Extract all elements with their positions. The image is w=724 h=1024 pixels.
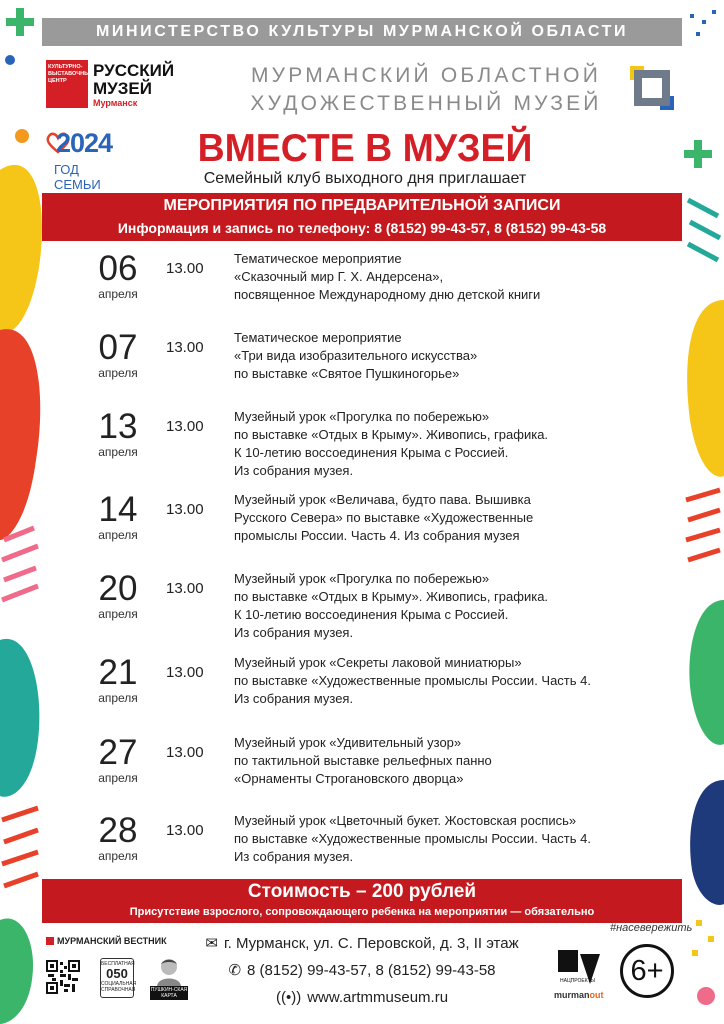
event-month: апреля — [98, 445, 138, 459]
event-month: апреля — [98, 607, 138, 621]
event-time: 13.00 — [166, 339, 204, 356]
event-month: апреля — [98, 287, 138, 301]
event-time: 13.00 — [166, 664, 204, 681]
event-day: 13 — [98, 407, 138, 446]
event-day: 14 — [98, 490, 138, 529]
event-month: апреля — [98, 366, 138, 380]
pushkin-card-logo: ПУШКИН-СКАЯ КАРТА — [150, 956, 188, 1000]
left-pink-strokes — [2, 528, 38, 600]
event-time: 13.00 — [166, 418, 204, 435]
museum-title-line1: МУРМАНСКИЙ ОБЛАСТНОЙ — [250, 64, 602, 87]
rm-logo-city: Мурманск — [93, 98, 138, 108]
right-navy-blob — [690, 780, 724, 905]
page-subtitle: Семейный клуб выходного дня приглашает — [203, 170, 527, 187]
left-green-cross — [6, 8, 34, 36]
event-month: апреля — [98, 528, 138, 542]
ministry-banner: МИНИСТЕРСТВО КУЛЬТУРЫ МУРМАНСКОЙ ОБЛАСТИ — [42, 18, 682, 46]
event-description: Музейный урок «Секреты лаковой миниатюры» по выставке «Художественные промыслы России. Часть 4. Из собрания музея. — [234, 655, 591, 706]
museum-title — [226, 62, 626, 118]
left-yellow-blob — [0, 165, 42, 333]
left-red-strokes — [2, 808, 38, 886]
phone-icon: ✆ — [228, 962, 242, 979]
event-day: 27 — [98, 733, 138, 772]
envelope-icon: ✉ — [205, 935, 218, 952]
contacts-block — [182, 930, 542, 1011]
event-day: 21 — [98, 653, 138, 692]
registration-band — [42, 193, 682, 241]
phones-row[interactable]: ✆ 8 (8152) 99-43-57, 8 (8152) 99-43-58 — [182, 957, 542, 984]
murmanout-logo: murmanout — [554, 990, 604, 1000]
event-time: 13.00 — [166, 744, 204, 761]
event-month: апреля — [98, 771, 138, 785]
event-time: 13.00 — [166, 580, 204, 597]
registration-phones: Информация и запись по телефону: 8 (8152) 99-43-57, 8 (8152) 99-43-58 — [117, 220, 607, 236]
event-description: Тематическое мероприятие «Сказочный мир Г. Х. Андерсена», посвященное Международному дню детской книги — [234, 251, 541, 302]
event-description: Музейный урок «Прогулка по побережью» по выставке «Отдых в Крыму». Живопись, графика. К 10-летию воссоединения Крыма с Россией. Из собрания музея. — [234, 571, 549, 640]
event-month: апреля — [98, 691, 138, 705]
right-yellow-blob — [687, 300, 724, 477]
event-time: 13.00 — [166, 260, 204, 277]
broadcast-icon: ((•)) — [275, 989, 302, 1006]
left-red-blob — [0, 329, 40, 540]
event-description: Тематическое мероприятие «Три вида изобразительного искусства» по выставке «Святое Пушкиногорье» — [234, 330, 478, 381]
vestnik-square-icon — [46, 937, 54, 945]
page-title: ВМЕСТЕ В МУЗЕЙ — [197, 127, 533, 170]
social-help-badge: БЕСПЛАТНАЯ 050 СОЦИАЛЬНАЯ СПРАВОЧНАЯ — [100, 958, 134, 998]
event-description: Музейный урок «Удивительный узор» по тактильной выставке рельефных панно «Орнаменты Строгановского дворца» — [234, 735, 492, 786]
rm-logo-square: КУЛЬТУРНО-ВЫСТАВОЧНЫЙ ЦЕНТР — [46, 60, 88, 108]
right-blue-dots — [690, 10, 716, 36]
price-band — [42, 879, 682, 923]
right-green-blob — [689, 600, 724, 745]
event-time: 13.00 — [166, 822, 204, 839]
national-projects-logo — [556, 946, 602, 990]
event-description: Музейный урок «Величава, будто пава. Вышивка Русского Севера» по выставке «Художественные промыслы России. Часть 4. Из собрания музея — [234, 492, 534, 543]
rm-logo-name: РУССКИЙ МУЗЕЙ — [93, 61, 175, 98]
right-pink-dot — [697, 987, 715, 1005]
age-rating-badge: 6+ — [620, 944, 674, 998]
right-red-strokes — [686, 490, 720, 560]
left-green-leaf — [0, 918, 33, 1024]
right-green-cross — [684, 140, 712, 168]
event-description: Музейный урок «Цветочный букет. Жостовская роспись» по выставке «Художественные промыслы России. Часть 4. Из собрания музея. — [234, 813, 591, 864]
left-orange-dot — [15, 129, 29, 143]
hashtag: #насевережить — [610, 922, 693, 934]
footer — [42, 922, 693, 1024]
right-yellow-dots — [692, 920, 714, 956]
left-teal-blob — [0, 639, 39, 797]
event-description: Музейный урок «Прогулка по побережью» по выставке «Отдых в Крыму». Живопись, графика. К 10-летию воссоединения Крыма с Россией. Из собрания музея. — [234, 409, 549, 478]
event-day: 20 — [98, 569, 138, 608]
museum-title-line2: ХУДОЖЕСТВЕННЫЙ МУЗЕЙ — [250, 92, 602, 115]
website-row[interactable]: ((•)) www.artmmuseum.ru — [182, 984, 542, 1011]
event-day: 06 — [98, 249, 138, 288]
right-teal-strokes — [688, 200, 720, 260]
address-row: ✉ г. Мурманск, ул. С. Перовской, д. 3, II этаж — [182, 930, 542, 957]
qr-code-icon[interactable] — [46, 960, 80, 994]
event-day: 28 — [98, 811, 138, 850]
price-text: Стоимость – 200 рублей — [247, 881, 477, 902]
year-caption: ГОД СЕМЬИ — [54, 162, 101, 192]
left-blue-dot — [5, 55, 15, 65]
museum-logo-icon — [628, 64, 676, 112]
murmansk-vestnik-logo: МУРМАНСКИЙ ВЕСТНИК — [46, 936, 167, 946]
adult-notice: Присутствие взрослого, сопровождающего ребенка на мероприятии — обязательно — [129, 906, 595, 918]
russian-museum-logo — [46, 60, 196, 108]
registration-heading: МЕРОПРИЯТИЯ ПО ПРЕДВАРИТЕЛЬНОЙ ЗАПИСИ — [163, 197, 561, 214]
year-number: 2024 — [56, 128, 113, 158]
year-of-family-logo — [46, 128, 126, 192]
event-day: 07 — [98, 328, 138, 367]
event-time: 13.00 — [166, 501, 204, 518]
event-month: апреля — [98, 849, 138, 863]
svg-text:НАЦПРОЕКТЫ: НАЦПРОЕКТЫ — [560, 978, 596, 984]
